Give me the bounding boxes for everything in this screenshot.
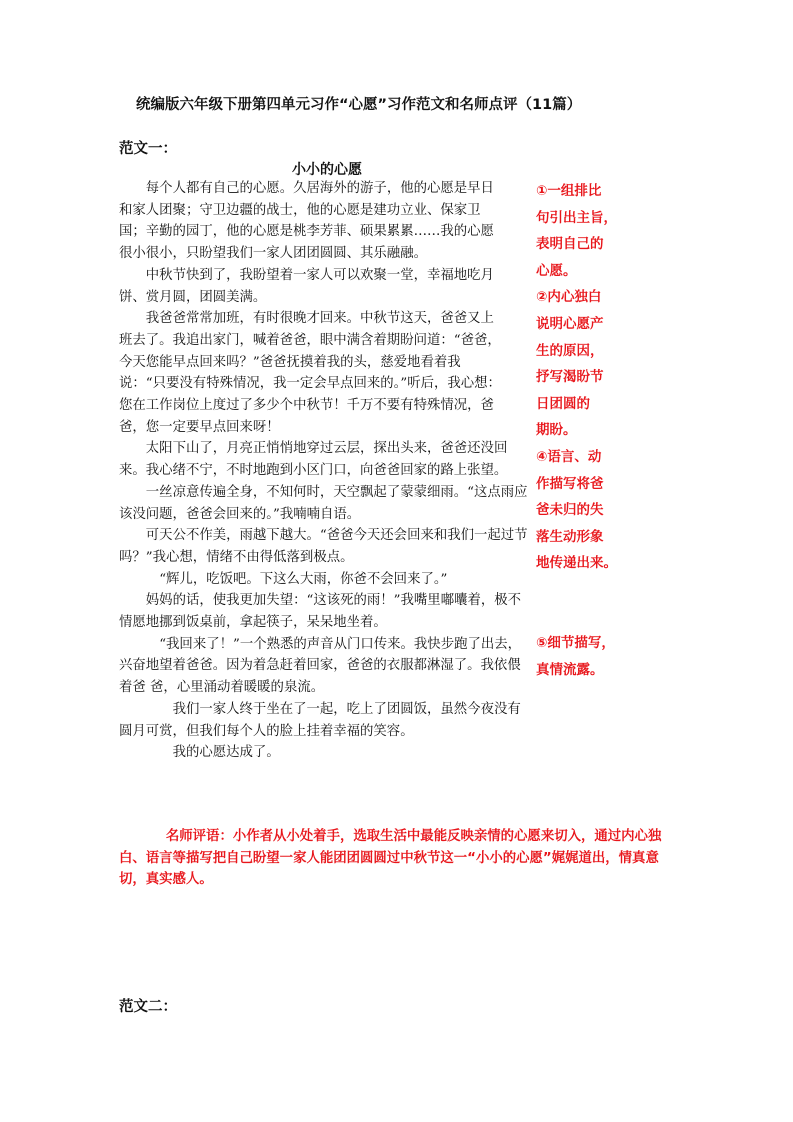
annotation-line <box>536 577 644 604</box>
margin-annotations <box>536 178 644 683</box>
annotation-line: 期盼。 <box>536 422 577 439</box>
essay-paragraph: 妈妈的话，使我更加失望：“这该死的雨！”我嘴里嘟囔着，极不情愿地挪到饭桌前，拿起筷子，呆呆地坐着。 <box>119 593 522 631</box>
annotation-line: 落生动形象 <box>536 528 604 545</box>
document-title: 统编版六年级下册第四单元习作“心愿”习作范文和名师点评（11篇） <box>136 97 582 113</box>
essay-paragraph: 一丝凉意传遍全身，不知何时，天空飘起了蒙蒙细雨。“这点雨应该没问题，爸爸会回来的。”我喃喃自语。 <box>119 484 528 522</box>
annotation-line: 句引出主旨， <box>536 209 617 226</box>
section-label-first: 范文一： <box>119 141 177 157</box>
essay-paragraph: 可天公不作美，雨越下越大。“爸爸今天还会回来和我们一起过节吗？”我心想，情绪不由得低落到极点。 <box>119 528 528 565</box>
essay-paragraph: 每个人都有自己的心愿。久居海外的游子，他的心愿是早日和家人团聚；守卫边疆的战士，他的心愿是建功立业、保家卫国；辛勤的园丁，他的心愿是桃李芳菲、硕果累累……我的心愿很小很小，只盼望我们一家人团团圆圆、其乐融融。 <box>119 181 494 262</box>
annotation-line: 生的原因， <box>536 342 604 359</box>
essay-paragraph: 我们一家人终于坐在了一起，吃上了团圆饭，虽然今夜没有圆月可赏，但我们每个人的脸上挂着幸福的笑容。 <box>119 701 521 739</box>
annotation-line: 爸未归的失 <box>536 502 604 519</box>
annotation-line: ①一组排比 <box>536 183 602 199</box>
essay-paragraph: 太阳下山了，月亮正悄悄地穿过云层，探出头来，爸爸还没回来。我心绪不宁，不时地跑到小区门口，向爸爸回家的路上张望。 <box>119 441 508 479</box>
annotation-line: 日团圆的 <box>536 395 590 412</box>
annotation-line: 心愿。 <box>536 262 577 279</box>
section-label-second: 范文二： <box>119 999 177 1015</box>
essay-paragraph: 我的心愿达成了。 <box>172 745 280 761</box>
annotation-line: ②内心独白 <box>536 289 602 306</box>
essay-body <box>119 178 531 764</box>
annotation-line: 抒写渴盼节 <box>536 369 604 386</box>
essay-paragraph: 中秋节快到了，我盼望着一家人可以欢聚一堂，幸福地吃月饼、赏月圆，团圆美满。 <box>119 267 494 305</box>
annotation-line: 真情流露。 <box>536 661 604 678</box>
essay-paragraph: “我回来了！”一个熟悉的声音从门口传来。我快步跑了出去，兴奋地望着爸爸。因为着急赶着回家，爸爸的衣服都淋湿了。我依偎着爸 爸，心里涌动着暖暖的泉流。 <box>119 636 522 696</box>
annotation-line: ⑤细节描写， <box>536 635 615 652</box>
annotation-line: 作描写将爸 <box>536 475 604 492</box>
annotation-line <box>536 604 644 631</box>
essay-paragraph: “辉儿，吃饭吧。下这么大雨，你爸不会回来了。” <box>159 571 448 587</box>
annotation-line: ④语言、动 <box>536 448 602 465</box>
annotation-line: 说明心愿产 <box>536 315 604 332</box>
teacher-comment-text: 名师评语：小作者从小处着手，选取生活中最能反映亲情的心愿来切入，通过内心独白、语言等描写把自己盼望一家人能团团圆圆过中秋节这一“小小的心愿”娓娓道出，情真意切，真实感人。 <box>119 829 662 888</box>
annotation-line: 地传递出来。 <box>536 555 617 572</box>
essay-paragraph: 我爸爸常常加班，有时很晚才回来。中秋节这天，爸爸又上班去了。我追出家门，喊着爸爸，眼中满含着期盼问道：“爸爸，今天您能早点回来吗？”爸爸抚摸着我的头，慈爱地看着我说：“只要没有特殊情况，我一定会早点回来的。”听后，我心想：您在工作岗位上度过了多少个中秋节！千万不要有特殊情况，爸爸，您一定要早点回来呀！ <box>119 311 501 435</box>
annotation-line: 表明自己的 <box>536 236 604 253</box>
teacher-comment <box>119 826 679 891</box>
essay-title: 小小的心愿 <box>292 162 362 178</box>
